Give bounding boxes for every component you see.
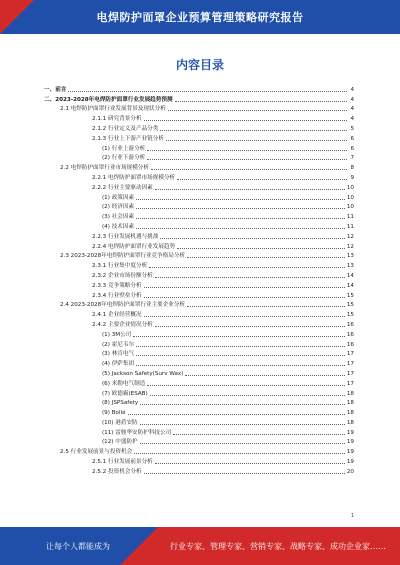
toc-entry-label: (1) 3M公司 — [102, 331, 132, 338]
toc-entry-label: (8) JSPSafety — [102, 400, 139, 407]
toc-entry-page: 19 — [346, 449, 354, 456]
toc-leader-dots — [136, 199, 345, 200]
toc-leader-dots — [128, 414, 345, 415]
toc-heading: 内容目录 — [175, 58, 224, 72]
toc-entry-label: (7) 欧德霸(ESAB) — [102, 390, 148, 397]
toc-leader-dots — [155, 277, 345, 278]
toc-entry[interactable] — [44, 466, 354, 476]
toc-entry-label: 2.1 电焊防护面罩行业发展背景及现状分析 — [60, 106, 166, 113]
toc-entry-page: 10 — [346, 204, 354, 211]
footer-slogan-left: 让每个人都能成为 — [46, 542, 110, 551]
toc-entry-page: 13 — [346, 253, 354, 260]
toc-entry-page: 13 — [346, 263, 354, 270]
toc-entry[interactable] — [44, 113, 354, 123]
toc-entry[interactable] — [44, 162, 354, 172]
toc-entry-label: (10) 港盾安防 — [102, 419, 138, 426]
toc-entry-label: 2.1.2 行业定义及产品分类 — [92, 125, 159, 132]
toc-entry[interactable] — [44, 202, 354, 212]
toc-entry-label: 2.2.1 电焊防护面罩市场规模分析 — [92, 174, 176, 181]
toc-leader-dots — [144, 120, 347, 121]
toc-entry-page: 15 — [346, 292, 354, 299]
toc-leader-dots — [160, 238, 345, 239]
toc-entry-page: 10 — [346, 184, 354, 191]
toc-entry[interactable] — [44, 241, 354, 251]
toc-leader-dots — [151, 169, 347, 170]
toc-leader-dots — [175, 101, 347, 102]
toc-entry[interactable] — [44, 378, 354, 388]
toc-entry-page: 17 — [346, 361, 354, 368]
toc-entry-page: 18 — [346, 390, 354, 397]
table-of-contents — [44, 84, 354, 476]
toc-entry-page: 15 — [346, 312, 354, 319]
toc-entry-label: 2.2 电焊防护面罩行业市场规模分析 — [60, 165, 149, 172]
toc-entry[interactable] — [44, 388, 354, 398]
toc-leader-dots — [140, 424, 345, 425]
toc-entry-label: (12) 中盛防护 — [102, 439, 138, 446]
toc-leader-dots — [166, 140, 347, 141]
toc-leader-dots — [150, 395, 345, 396]
toc-entry-page: 7 — [350, 155, 354, 162]
toc-leader-dots — [147, 159, 347, 160]
toc-entry-page: 4 — [350, 96, 354, 103]
toc-entry[interactable] — [44, 143, 354, 153]
toc-leader-dots — [140, 443, 345, 444]
toc-entry[interactable] — [44, 104, 354, 114]
toc-entry-label: (2) 行业下游分析 — [102, 155, 146, 162]
toc-leader-dots — [68, 91, 347, 92]
toc-entry-page: 5 — [350, 125, 354, 132]
toc-entry[interactable] — [44, 221, 354, 231]
toc-entry-label: 2.3.3 竞争策略分析 — [92, 282, 142, 289]
toc-leader-dots — [144, 473, 345, 474]
toc-entry[interactable] — [44, 211, 354, 221]
header-bar — [0, 0, 400, 34]
toc-entry-label: (1) 政策因素 — [102, 194, 135, 201]
toc-entry[interactable] — [44, 270, 354, 280]
footer-bar — [0, 527, 400, 565]
toc-entry[interactable] — [44, 446, 354, 456]
toc-entry-label: 2.3.4 行业壁垒分析 — [92, 292, 142, 299]
toc-entry[interactable] — [44, 437, 354, 447]
toc-entry-page: 18 — [346, 400, 354, 407]
page-number: 1 — [350, 513, 354, 519]
toc-entry-label: 一、前言 — [44, 86, 67, 93]
toc-leader-dots — [136, 355, 345, 356]
toc-entry-page: 19 — [346, 459, 354, 466]
toc-entry-label: (3) 林肯电气 — [102, 351, 135, 358]
toc-leader-dots — [136, 208, 345, 209]
toc-entry-page: 18 — [346, 410, 354, 417]
toc-entry[interactable] — [44, 300, 354, 310]
toc-entry-page: 18 — [346, 419, 354, 426]
toc-entry[interactable] — [44, 84, 354, 94]
toc-entry[interactable] — [44, 427, 354, 437]
toc-leader-dots — [144, 287, 345, 288]
toc-leader-dots — [147, 150, 347, 151]
toc-entry[interactable] — [44, 172, 354, 182]
toc-leader-dots — [144, 316, 345, 317]
toc-entry-page: 9 — [350, 174, 354, 181]
toc-leader-dots — [155, 463, 345, 464]
toc-entry-page: 4 — [350, 106, 354, 113]
toc-entry-label: 2.2.3 行业发展机遇与挑战 — [92, 233, 159, 240]
toc-leader-dots — [149, 267, 345, 268]
toc-entry-page: 19 — [346, 439, 354, 446]
toc-entry[interactable] — [44, 309, 354, 319]
toc-entry-label: (6) 米勒电气制造 — [102, 380, 146, 387]
toc-entry[interactable] — [44, 280, 354, 290]
toc-leader-dots — [185, 375, 344, 376]
toc-entry[interactable] — [44, 260, 354, 270]
toc-leader-dots — [177, 179, 347, 180]
toc-leader-dots — [168, 110, 347, 111]
toc-entry-page: 19 — [346, 429, 354, 436]
toc-entry-page: 16 — [346, 321, 354, 328]
toc-entry-label: (2) 经济因素 — [102, 204, 135, 211]
toc-entry-label: (9) Bollé — [102, 410, 126, 417]
toc-entry-label: 2.1.1 研究背景分析 — [92, 116, 142, 123]
toc-entry-label: 2.5.2 投资机会分析 — [92, 468, 142, 475]
toc-entry-page: 16 — [346, 341, 354, 348]
toc-leader-dots — [173, 434, 345, 435]
toc-entry-page: 16 — [346, 331, 354, 338]
footer-accent — [120, 527, 158, 565]
toc-entry-label: 2.4 2023-2028年电焊防护面罩行业主要企业分析 — [60, 302, 186, 309]
toc-entry[interactable] — [44, 153, 354, 163]
toc-entry-page: 6 — [350, 135, 354, 142]
toc-entry-page: 20 — [346, 468, 354, 475]
toc-entry[interactable] — [44, 417, 354, 427]
toc-entry-page: 12 — [346, 243, 354, 250]
toc-entry-page: 10 — [346, 194, 354, 201]
toc-leader-dots — [177, 248, 345, 249]
toc-entry-page: 17 — [346, 370, 354, 377]
toc-leader-dots — [160, 130, 347, 131]
toc-leader-dots — [155, 326, 345, 327]
toc-entry-page: 8 — [350, 165, 354, 172]
toc-leader-dots — [144, 297, 345, 298]
toc-entry-label: 2.3.2 企业市场份额分析 — [92, 272, 153, 279]
toc-entry-page: 15 — [346, 302, 354, 309]
toc-entry-page: 14 — [346, 272, 354, 279]
toc-entry[interactable] — [44, 407, 354, 417]
toc-leader-dots — [133, 336, 345, 337]
toc-leader-dots — [155, 189, 345, 190]
toc-entry-label: 2.3 2023-2028年电焊防护面罩行业竞争格局分析 — [60, 253, 186, 260]
toc-leader-dots — [136, 365, 345, 366]
toc-entry-label: (1) 行业上游分析 — [102, 145, 146, 152]
toc-entry[interactable] — [44, 123, 354, 133]
toc-entry[interactable] — [44, 319, 354, 329]
toc-entry-label: 2.5.1 行业发展前景分析 — [92, 459, 153, 466]
toc-entry[interactable] — [44, 456, 354, 466]
toc-entry[interactable] — [44, 349, 354, 359]
toc-entry[interactable] — [44, 94, 354, 104]
toc-entry[interactable] — [44, 398, 354, 408]
toc-entry-page: 4 — [350, 86, 354, 93]
toc-entry-label: 2.5 行业发展前景与投资机会 — [60, 449, 133, 456]
toc-entry-label: (2) 霍尼韦尔 — [102, 341, 135, 348]
toc-entry-label: 2.4.1 企业经营概况 — [92, 312, 142, 319]
toc-entry-label: 2.2.2 行业主要驱动因素 — [92, 184, 153, 191]
toc-entry-label: (3) 社会因素 — [102, 214, 135, 221]
toc-entry-label: 2.1.3 行业上下游产业链分析 — [92, 135, 164, 142]
toc-entry[interactable] — [44, 290, 354, 300]
toc-entry-label: 2.2.4 电焊防护面罩行业发展趋势 — [92, 243, 176, 250]
toc-entry-label: 2.3.1 行业集中度分析 — [92, 263, 148, 270]
toc-entry[interactable] — [44, 368, 354, 378]
toc-entry-label: (4) 伊萨集团 — [102, 361, 135, 368]
toc-entry-label: 2.4.2 主要企业情况分析 — [92, 321, 153, 328]
toc-entry[interactable] — [44, 182, 354, 192]
toc-entry-page: 11 — [346, 223, 354, 230]
toc-entry[interactable] — [44, 251, 354, 261]
toc-entry-label: (5) Jackson Safety(Surv Wax) — [102, 370, 184, 377]
toc-entry-page: 11 — [346, 214, 354, 221]
toc-entry-page: 17 — [346, 380, 354, 387]
toc-entry-label: (4) 技术因素 — [102, 223, 135, 230]
toc-entry-label: 二、2023-2028年电焊防护面罩行业发展趋势预测 — [44, 96, 173, 103]
toc-leader-dots — [134, 453, 345, 454]
toc-entry-label: (11) 雷骏华安防护科技公司 — [102, 429, 172, 436]
toc-leader-dots — [136, 228, 345, 229]
toc-leader-dots — [136, 218, 345, 219]
toc-entry-page: 12 — [346, 233, 354, 240]
toc-leader-dots — [187, 306, 345, 307]
footer-slogan-right: 行业专家、管理专家、营销专家、战略专家、成功企业家…… — [170, 542, 386, 551]
toc-leader-dots — [140, 404, 345, 405]
toc-entry[interactable] — [44, 358, 354, 368]
toc-entry[interactable] — [44, 339, 354, 349]
toc-entry[interactable] — [44, 329, 354, 339]
toc-leader-dots — [147, 385, 345, 386]
toc-entry-page: 4 — [350, 116, 354, 123]
toc-entry-page: 14 — [346, 282, 354, 289]
toc-entry-page: 17 — [346, 351, 354, 358]
toc-entry[interactable] — [44, 133, 354, 143]
toc-leader-dots — [187, 257, 345, 258]
toc-entry[interactable] — [44, 192, 354, 202]
toc-entry[interactable] — [44, 231, 354, 241]
toc-entry-page: 6 — [350, 145, 354, 152]
toc-leader-dots — [136, 346, 345, 347]
document-title: 电焊防护面罩企业预算管理策略研究报告 — [96, 11, 304, 24]
